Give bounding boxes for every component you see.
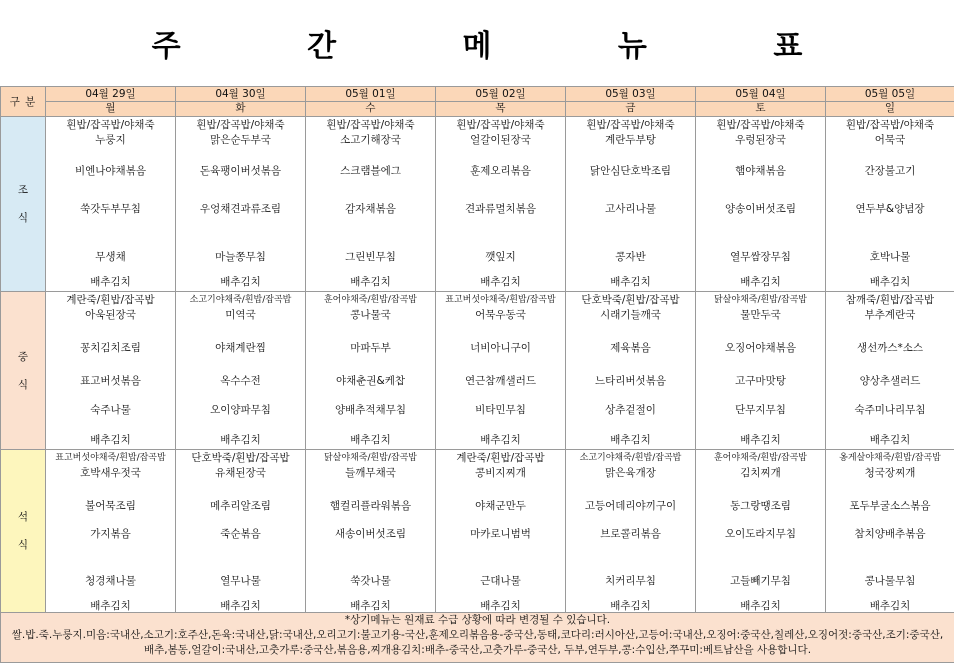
lunch-day-7-cell (826, 292, 954, 450)
day-weekday-7: 일 (826, 102, 954, 117)
menu-item: 마파두부 (350, 342, 391, 354)
menu-item: 숙주나물 (90, 404, 131, 416)
menu-item: 맑은육개장 (605, 467, 656, 479)
menu-item: 시래기들깨국 (600, 309, 661, 321)
weekly-menu-table (0, 86, 954, 663)
menu-item: 미역국 (225, 309, 256, 321)
menu-item: 가지볶음 (90, 528, 131, 540)
day-weekday-1: 월 (46, 102, 176, 117)
day-weekday-3: 수 (306, 102, 436, 117)
menu-item: 계란죽/흰밥/잡곡밥 (456, 452, 545, 464)
weekday-header-row (1, 102, 954, 117)
menu-item: 스크램블에그 (340, 165, 401, 177)
menu-item: 양상추샐러드 (859, 375, 921, 387)
menu-item: 표고버섯야채죽/흰밥/잡곡밥 (445, 295, 556, 305)
menu-item: 얼갈이된장국 (470, 134, 531, 146)
menu-item: 아욱된장국 (85, 309, 136, 321)
menu-item: 들깨무채국 (345, 467, 396, 479)
menu-item: 그린빈무침 (345, 251, 396, 263)
menu-item: 배추김치 (740, 434, 781, 446)
menu-item: 호박나물 (869, 251, 911, 263)
day-weekday-4: 목 (436, 102, 566, 117)
menu-item: 누룽지 (95, 134, 126, 146)
menu-item: 배추김치 (220, 600, 261, 612)
menu-item: 소고기해장국 (340, 134, 401, 146)
dinner-day-1-cell (46, 450, 176, 613)
menu-item: 흰밥/잡곡밥/야채죽 (586, 119, 675, 131)
menu-item: 치커리무침 (605, 575, 656, 587)
menu-item: 청국장찌개 (864, 467, 916, 479)
menu-item: 흰밥/잡곡밥/야채죽 (845, 119, 935, 131)
menu-item: 배추김치 (350, 434, 391, 446)
menu-item: 쑥갓나물 (350, 575, 391, 587)
menu-item: 생선까스*소스 (856, 342, 924, 354)
menu-item: 맑은순두부국 (210, 134, 271, 146)
breakfast-day-5-cell (566, 117, 696, 292)
note-line2: 쌀.밥.죽.누룽지.미음:국내산,소고기:호주산,돈육:국내산,닭:국내산,오리고기:불고기용-국산,훈제오리볶음용-중국산,동태,코다리:러시아산,고등어:국내산,오징어:중국산,칠레산,오징어젓:중국산,조기:중국산, (11, 629, 944, 641)
menu-item: 마카로니범벅 (470, 528, 531, 540)
menu-item: 단호박죽/흰밥/잡곡밥 (191, 452, 290, 464)
menu-item: 배추김치 (90, 434, 131, 446)
breakfast-day-1-cell (46, 117, 176, 292)
menu-item: 단호박죽/흰밥/잡곡밥 (581, 294, 680, 306)
menu-item: 무생채 (95, 251, 126, 263)
menu-item: 너비아니구이 (470, 342, 531, 354)
menu-item: 양송이버섯조림 (724, 203, 796, 215)
menu-item: 숙주미나리무침 (854, 404, 926, 416)
menu-item: 표고버섯야채죽/흰밥/잡곡밥 (55, 453, 166, 463)
menu-item: 단무지무침 (735, 404, 786, 416)
date-header-row (1, 87, 954, 102)
menu-item: 연두부&양념장 (855, 203, 925, 215)
menu-item: 유채된장국 (215, 467, 266, 479)
menu-item: 상추겉절이 (605, 404, 656, 416)
lunch-day-3-cell (306, 292, 436, 450)
menu-item: 닭안심단호박조림 (589, 165, 672, 177)
menu-item: 흰밥/잡곡밥/야채죽 (326, 119, 415, 131)
note-line3: 배추,봄동,얼갈이:국내산,고춧가루:중국산,볶음용,찌개용김치:배추-중국산,고춧가루-중국산, 두부,연두부,콩:수입산,쭈꾸미:베트남산을 사용합니다. (143, 644, 812, 656)
menu-item: 김치찌개 (740, 467, 781, 479)
menu-item: 흰밥/잡곡밥/야채죽 (716, 119, 805, 131)
page-title: 주 간 메 뉴 표 (151, 29, 861, 64)
menu-item: 마늘쫑무침 (215, 251, 266, 263)
menu-item: 느타리버섯볶음 (594, 375, 666, 387)
menu-item: 훈어야채죽/흰밥/잡곡밥 (713, 453, 807, 463)
menu-item: 배추김치 (869, 434, 911, 446)
menu-item: 콩나물무침 (864, 575, 916, 587)
day-date-4: 05월 02일 (436, 87, 566, 102)
menu-item: 표고버섯볶음 (80, 375, 141, 387)
breakfast-label: 조 식 (1, 117, 46, 292)
menu-item: 고등어데리야끼구이 (584, 500, 677, 512)
menu-item: 배추김치 (610, 434, 651, 446)
menu-item: 동그랑땡조림 (730, 500, 791, 512)
menu-item: 배추김치 (869, 276, 911, 288)
menu-item: 계란죽/흰밥/잡곡밥 (66, 294, 155, 306)
menu-item: 비타민무침 (475, 404, 526, 416)
menu-item: 닭살야채죽/흰밥/잡곡밥 (713, 295, 807, 305)
dinner-day-6-cell (696, 450, 826, 613)
breakfast-day-3-cell (306, 117, 436, 292)
menu-item: 소고기야채죽/흰밥/잡곡밥 (579, 453, 682, 463)
menu-item: 메추리알조림 (210, 500, 271, 512)
menu-item: 배추김치 (90, 600, 131, 612)
menu-item: 흰밥/잡곡밥/야채죽 (66, 119, 155, 131)
day-date-3: 05월 01일 (306, 87, 436, 102)
menu-item: 오징어야채볶음 (724, 342, 796, 354)
menu-item: 새송이버섯조림 (334, 528, 406, 540)
menu-item: 연근참깨샐러드 (464, 375, 536, 387)
menu-item: 배추김치 (480, 600, 521, 612)
menu-item: 고구마맛탕 (735, 375, 786, 387)
menu-item: 배추김치 (480, 434, 521, 446)
menu-item: 죽순볶음 (220, 528, 261, 540)
menu-item: 계란두부탕 (605, 134, 656, 146)
menu-item: 흰밥/잡곡밥/야채죽 (196, 119, 285, 131)
dinner-day-4-cell (436, 450, 566, 613)
menu-item: 양배추적채무침 (334, 404, 406, 416)
menu-item: 청경채나물 (85, 575, 136, 587)
title-bar (0, 0, 954, 87)
menu-item: 훈제오리볶음 (470, 165, 531, 177)
menu-item: 배추김치 (610, 600, 651, 612)
menu-item: 야채춘권&케찹 (335, 375, 406, 387)
lunch-day-1-cell (46, 292, 176, 450)
lunch-label: 중 식 (1, 292, 46, 450)
lunch-day-6-cell (696, 292, 826, 450)
lunch-row (1, 292, 954, 450)
menu-item: 훈어야채죽/흰밥/잡곡밥 (323, 295, 417, 305)
breakfast-day-2-cell (176, 117, 306, 292)
dinner-day-3-cell (306, 450, 436, 613)
gubun-label: 구 분 (1, 87, 46, 117)
dinner-day-7-cell (826, 450, 954, 613)
notes-cell (1, 613, 954, 663)
lunch-day-4-cell (436, 292, 566, 450)
dinner-day-2-cell (176, 450, 306, 613)
menu-item: 배추김치 (480, 276, 521, 288)
menu-item: 흰밥/잡곡밥/야채죽 (456, 119, 545, 131)
menu-item: 옹게살야채죽/흰밥/잡곡밥 (839, 453, 941, 463)
menu-item: 참깨죽/흰밥/잡곡밥 (845, 294, 935, 306)
menu-item: 배추김치 (610, 276, 651, 288)
menu-item: 불어묵조림 (85, 500, 136, 512)
day-date-1: 04월 29일 (46, 87, 176, 102)
dinner-day-5-cell (566, 450, 696, 613)
menu-item: 햄컬리플라워볶음 (329, 500, 412, 512)
menu-item: 배추김치 (90, 276, 131, 288)
menu-item: 근대나물 (480, 575, 521, 587)
menu-item: 배추김치 (350, 600, 391, 612)
menu-item: 야채계란찜 (215, 342, 266, 354)
day-date-2: 04월 30일 (176, 87, 306, 102)
breakfast-day-4-cell (436, 117, 566, 292)
menu-item: 배추김치 (350, 276, 391, 288)
menu-item: 오이도라지무침 (724, 528, 796, 540)
menu-item: 포두부굴소스볶음 (849, 500, 931, 512)
dinner-label: 석 식 (1, 450, 46, 613)
breakfast-day-7-cell (826, 117, 954, 292)
day-weekday-6: 토 (696, 102, 826, 117)
menu-item: 견과류멸치볶음 (464, 203, 536, 215)
menu-item: 배추김치 (740, 276, 781, 288)
menu-item: 콩나물국 (350, 309, 391, 321)
menu-item: 배추김치 (220, 276, 261, 288)
dinner-row (1, 450, 954, 613)
menu-item: 돈육팽이버섯볶음 (199, 165, 282, 177)
notes-row (1, 613, 954, 663)
note-line1: *상기메뉴는 원재료 수급 상황에 따라 변경될 수 있습니다. (344, 614, 611, 626)
menu-item: 열무쌈장무침 (730, 251, 791, 263)
menu-item: 호박새우젓국 (80, 467, 141, 479)
menu-item: 열무나물 (220, 575, 261, 587)
menu-item: 우렁된장국 (735, 134, 786, 146)
day-date-6: 05월 04일 (696, 87, 826, 102)
day-weekday-5: 금 (566, 102, 696, 117)
menu-item: 브로콜리볶음 (600, 528, 661, 540)
day-date-7: 05월 05일 (826, 87, 954, 102)
menu-item: 제육볶음 (610, 342, 651, 354)
menu-item: 물만두국 (740, 309, 781, 321)
menu-item: 어묵우동국 (475, 309, 526, 321)
menu-item: 비엔나야채볶음 (74, 165, 146, 177)
menu-item: 닭살야채죽/흰밥/잡곡밥 (323, 453, 417, 463)
menu-item: 배추김치 (740, 600, 781, 612)
menu-item: 배추김치 (869, 600, 911, 612)
menu-item: 부추계란국 (864, 309, 916, 321)
lunch-day-5-cell (566, 292, 696, 450)
menu-item: 감자채볶음 (345, 203, 396, 215)
menu-item: 야채군만두 (475, 500, 526, 512)
day-weekday-2: 화 (176, 102, 306, 117)
menu-item: 깻잎지 (485, 251, 516, 263)
day-date-5: 05월 03일 (566, 87, 696, 102)
menu-item: 배추김치 (220, 434, 261, 446)
menu-item: 콩비지찌개 (475, 467, 526, 479)
menu-item: 옥수수전 (220, 375, 261, 387)
menu-item: 어묵국 (874, 134, 906, 146)
menu-item: 우엉채견과류조림 (199, 203, 282, 215)
menu-item: 콩자반 (615, 251, 646, 263)
menu-item: 고들빼기무침 (730, 575, 791, 587)
menu-item: 쑥갓두부무침 (80, 203, 141, 215)
menu-item: 햄야채볶음 (735, 165, 786, 177)
lunch-day-2-cell (176, 292, 306, 450)
menu-item: 고사리나물 (605, 203, 656, 215)
menu-item: 간장불고기 (864, 165, 916, 177)
breakfast-day-6-cell (696, 117, 826, 292)
breakfast-row (1, 117, 954, 292)
menu-item: 소고기야채죽/흰밥/잡곡밥 (189, 295, 292, 305)
menu-item: 참치양배추볶음 (854, 528, 926, 540)
menu-item: 오이양파무침 (210, 404, 271, 416)
menu-item: 꽁치김치조림 (80, 342, 141, 354)
